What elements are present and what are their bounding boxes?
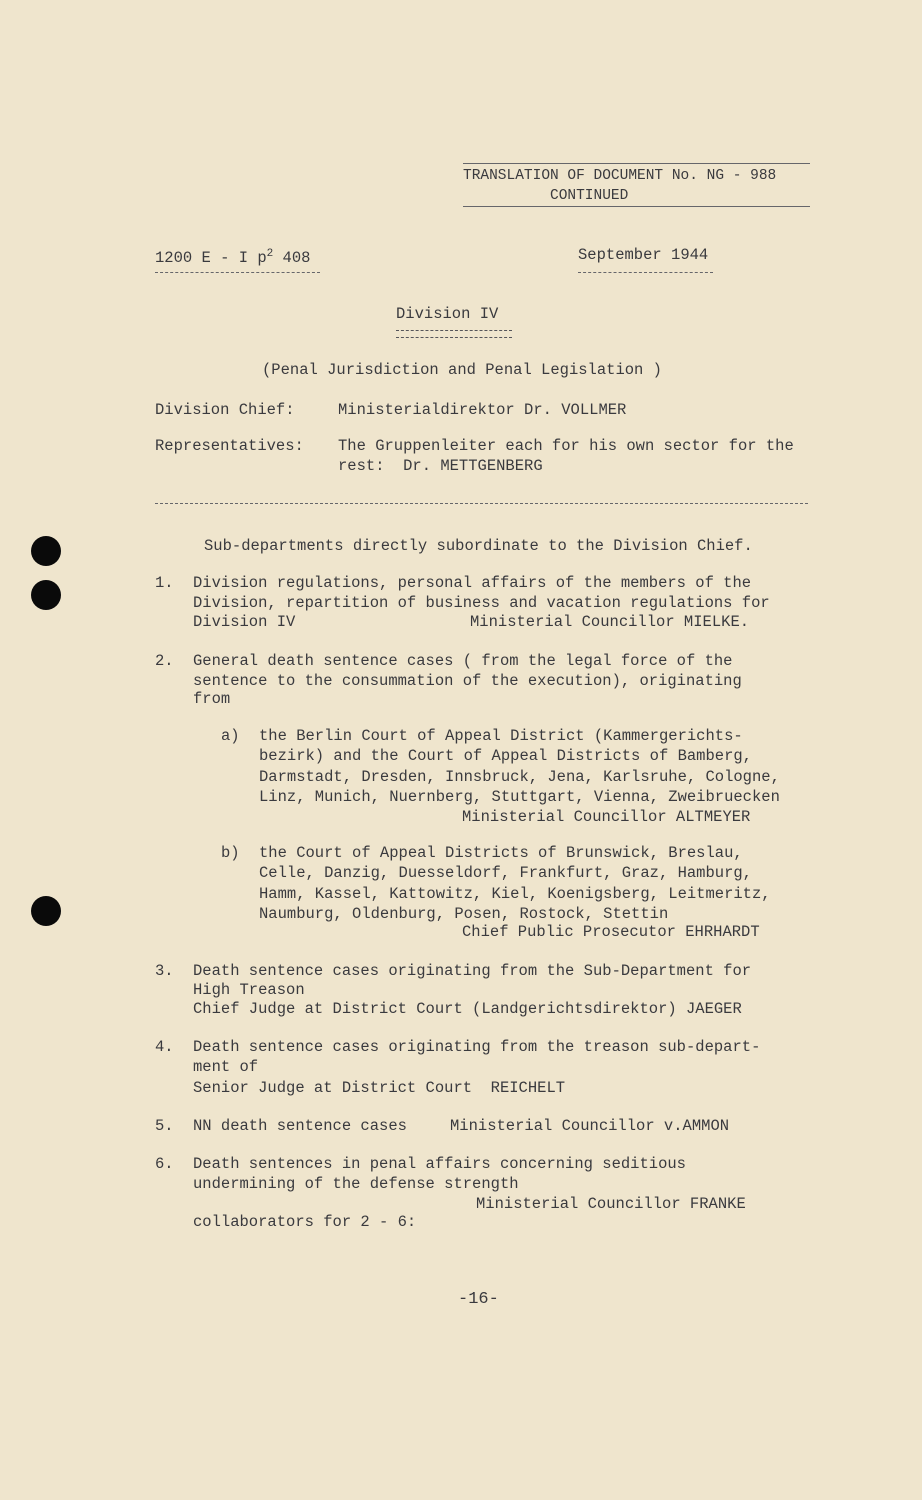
item-5-number: 5. [155,1117,174,1135]
punch-hole-3 [31,896,61,926]
item-3-line-3: Chief Judge at District Court (Landgerichtsdirektor) JAEGER [193,1000,742,1018]
item-2a-line-4: Linz, Munich, Nuernberg, Stuttgart, Vienna, Zweibruecken [259,788,780,806]
representatives-line-2: rest: Dr. METTGENBERG [338,457,543,475]
item-2b-line-3: Hamm, Kassel, Kattowitz, Kiel, Koenigsberg, Leitmeritz, [259,885,771,903]
item-2b-line-2: Celle, Danzig, Duesseldorf, Frankfurt, Graz, Hamburg, [259,864,752,882]
division-chief-value: Ministerialdirektor Dr. VOLLMER [338,401,627,419]
item-6-line-2: undermining of the defense strength [193,1175,519,1193]
translation-title: TRANSLATION OF DOCUMENT No. NG - 988 [463,168,777,184]
document-date: September 1944 [578,246,709,264]
item-3-line-1: Death sentence cases originating from the Sub-Department for [193,962,752,980]
division-subtitle: (Penal Jurisdiction and Penal Legislation ) [262,361,662,379]
item-2a-line-5: Ministerial Councillor ALTMEYER [462,808,751,826]
item-4-line-3: Senior Judge at District Court REICHELT [193,1079,566,1097]
punch-hole-2 [31,580,61,610]
item-1-line-3a: Division IV [193,613,296,631]
item-2-number: 2. [155,652,174,670]
item-2a-line-1: the Berlin Court of Appeal District (Kammergerichts- [259,727,743,745]
item-3-number: 3. [155,962,174,980]
division-chief-label: Division Chief: [155,401,295,419]
file-reference [155,244,310,268]
subdepartments-intro: Sub-departments directly subordinate to the Division Chief. [204,537,753,555]
item-5-line-1a: NN death sentence cases [193,1117,407,1135]
item-6-line-1: Death sentences in penal affairs concerning seditious [193,1155,686,1173]
punch-hole-1 [31,536,61,566]
header-rule-top [463,163,810,164]
item-6-line-4: collaborators for 2 - 6: [193,1213,417,1231]
item-2-line-2: sentence to the consummation of the execution), originating [193,672,742,690]
ref-suffix: 408 [273,249,311,268]
item-4-number: 4. [155,1038,174,1056]
item-6-number: 6. [155,1155,174,1173]
item-2b-line-1: the Court of Appeal Districts of Brunswick, Breslau, [259,844,743,862]
item-2-line-1: General death sentence cases ( from the legal force of the [193,652,733,670]
item-2b-line-5: Chief Public Prosecutor EHRHARDT [462,923,760,941]
header-rule-bottom [463,206,810,207]
item-1-line-2: Division, repartition of business and vacation regulations for [193,594,770,612]
translation-continued: CONTINUED [550,188,629,204]
item-3-line-2: High Treason [193,981,305,999]
ref-prefix: 1200 E - I p [155,249,267,268]
item-1-number: 1. [155,574,174,592]
item-2b-label: b) [221,844,240,862]
item-2b-line-4: Naumburg, Oldenburg, Posen, Rostock, Stettin [259,905,669,923]
ref-superscript: 2 [266,248,274,260]
item-2a-label: a) [221,727,240,745]
date-underline [578,272,713,273]
division-heading: Division IV [396,305,499,323]
section-divider [155,503,808,504]
division-heading-underline [396,330,512,338]
item-1-line-1: Division regulations, personal affairs of the members of the [193,574,752,592]
item-5-line-1b: Ministerial Councillor v.AMMON [450,1117,730,1135]
page-number: -16- [458,1290,499,1309]
item-2a-line-2: bezirk) and the Court of Appeal Districts of Bamberg, [259,747,752,765]
item-2a-line-3: Darmstadt, Dresden, Innsbruck, Jena, Karlsruhe, Cologne, [259,768,780,786]
reference-underline [155,272,320,273]
item-4-line-2: ment of [193,1058,259,1076]
item-6-line-3: Ministerial Councillor FRANKE [476,1195,746,1213]
representatives-label: Representatives: [155,437,304,455]
representatives-line-1: The Gruppenleiter each for his own sector for the [338,437,794,455]
item-2-line-3: from [193,690,231,708]
item-1-line-3b: Ministerial Councillor MIELKE. [470,613,750,631]
item-4-line-1: Death sentence cases originating from the treason sub-depart- [193,1038,761,1056]
